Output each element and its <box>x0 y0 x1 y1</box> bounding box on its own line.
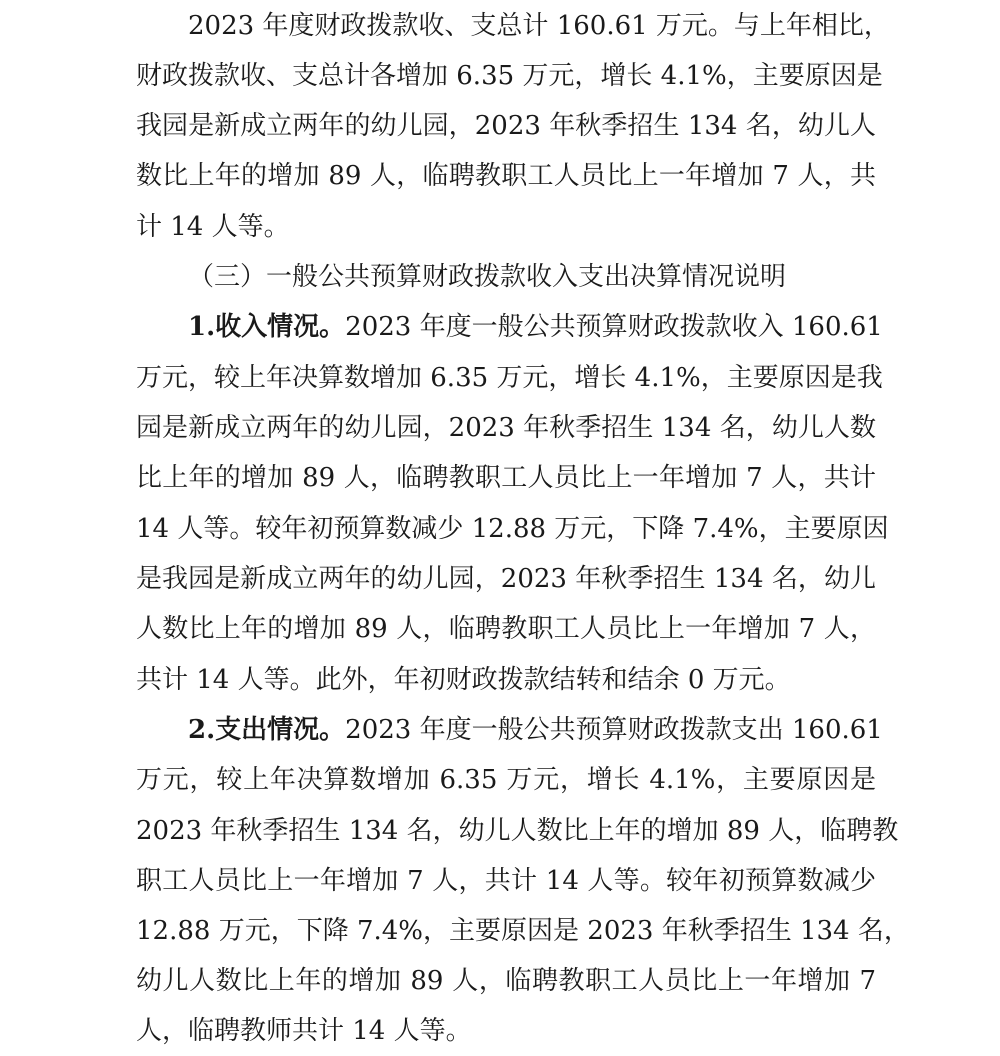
para1-line-3: 我园是新成立两年的幼儿园，2023 年秋季招生 134 名，幼儿人 <box>136 111 876 141</box>
expense-line-4: 职工人员比上一年增加 7 人，共计 14 人等。较年初预算数减少 <box>136 866 876 896</box>
expense-first-line-text: 2023 年度一般公共预算财政拨款支出 160.61 <box>345 715 883 745</box>
income-line-7: 人数比上年的增加 89 人，临聘教职工人员比上一年增加 7 人， <box>136 614 876 644</box>
expense-line-3: 2023 年秋季招生 134 名，幼儿人数比上年的增加 89 人，临聘教 <box>136 816 899 846</box>
expense-line-2: 万元，较上年决算数增加 6.35 万元，增长 4.1%，主要原因是 <box>136 765 876 795</box>
section-heading: （三）一般公共预算财政拨款收入支出决算情况说明 <box>188 262 787 292</box>
para1-line-5: 计 14 人等。 <box>136 212 290 242</box>
expense-line-6: 幼儿人数比上年的增加 89 人，临聘教职工人员比上一年增加 7 <box>136 966 876 996</box>
expense-line-1 <box>188 712 883 748</box>
income-line-1 <box>188 309 883 345</box>
expense-label: 2.支出情况。 <box>188 715 346 745</box>
income-line-8: 共计 14 人等。此外，年初财政拨款结转和结余 0 万元。 <box>136 665 791 695</box>
income-line-2: 万元，较上年决算数增加 6.35 万元，增长 4.1%，主要原因是我 <box>136 363 883 393</box>
income-line-5: 14 人等。较年初预算数减少 12.88 万元，下降 7.4%，主要原因 <box>136 514 889 544</box>
income-line-6: 是我园是新成立两年的幼儿园，2023 年秋季招生 134 名，幼儿 <box>136 564 876 594</box>
para1-line-4: 数比上年的增加 89 人，临聘教职工人员比上一年增加 7 人，共 <box>136 161 876 191</box>
para1-line-2: 财政拨款收、支总计各增加 6.35 万元，增长 4.1%，主要原因是 <box>136 61 883 91</box>
expense-line-7: 人，临聘教师共计 14 人等。 <box>136 1016 472 1046</box>
income-first-line-text: 2023 年度一般公共预算财政拨款收入 160.61 <box>345 312 883 342</box>
expense-line-5: 12.88 万元，下降 7.4%，主要原因是 2023 年秋季招生 134 名， <box>136 916 910 946</box>
income-label: 1.收入情况。 <box>188 312 346 342</box>
para1-line-1: 2023 年度财政拨款收、支总计 160.61 万元。与上年相比， <box>188 11 890 41</box>
income-line-3: 园是新成立两年的幼儿园，2023 年秋季招生 134 名，幼儿人数 <box>136 413 876 443</box>
income-line-4: 比上年的增加 89 人，临聘教职工人员比上一年增加 7 人，共计 <box>136 463 876 493</box>
